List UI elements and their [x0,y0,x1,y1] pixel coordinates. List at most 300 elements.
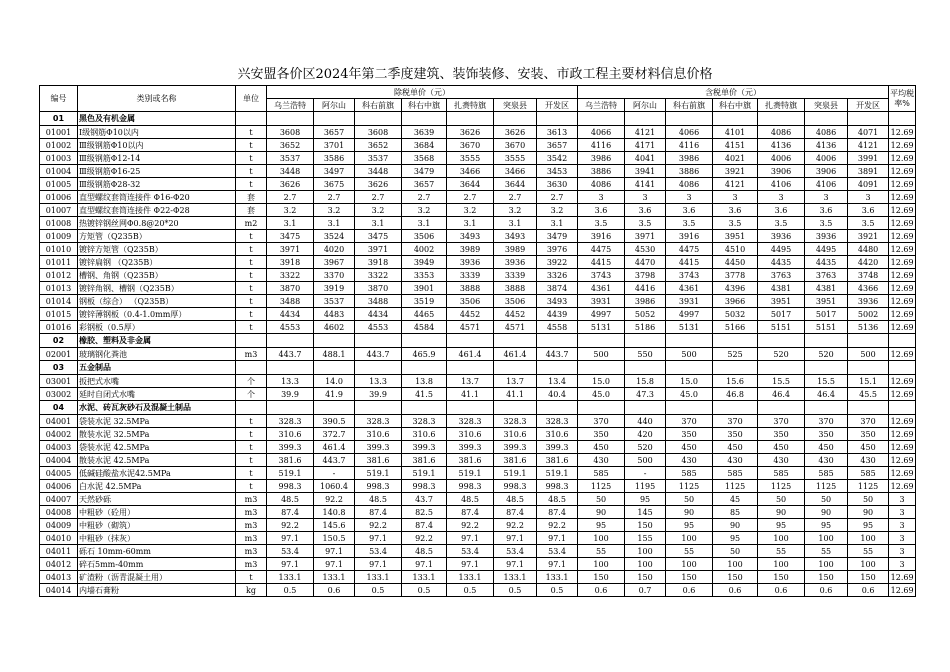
price-cell: 46.8 [713,388,758,401]
price-cell: 95 [578,519,625,532]
price-cell: 3613 [537,126,578,139]
price-cell: 4495 [758,243,805,256]
header-region: 突泉县 [494,99,537,112]
price-cell: 1060.4 [314,480,355,493]
price-cell [625,334,666,348]
item-code: 02001 [40,348,78,361]
price-cell: 310.6 [267,428,314,441]
price-cell: 3966 [713,295,758,308]
price-cell: 45.5 [848,388,889,401]
price-cell: 399.3 [494,441,537,454]
price-cell: 4136 [805,139,848,152]
price-cell: 97.1 [447,558,494,571]
price-cell: 585 [805,467,848,480]
header-region: 阿尔山 [314,99,355,112]
price-cell: 4439 [537,308,578,321]
price-cell: 3657 [537,139,578,152]
price-cell [537,112,578,126]
price-cell: 5151 [805,321,848,334]
price-cell: 350 [805,428,848,441]
price-cell: 3.6 [666,204,713,217]
price-cell: 5131 [666,321,713,334]
price-cell: 310.6 [537,428,578,441]
price-cell: 3921 [713,165,758,178]
tax-rate-cell: 12.69 [889,269,916,282]
price-cell: 55 [578,545,625,558]
price-cell: 4435 [805,256,848,269]
table-row [40,308,916,321]
price-cell: 3 [758,191,805,204]
price-cell: 90 [578,506,625,519]
price-cell: 15.8 [625,375,666,388]
price-cell: 150 [758,571,805,584]
tax-rate-cell: 12.69 [889,295,916,308]
price-cell: 328.3 [355,415,402,428]
price-cell: 3743 [666,269,713,282]
item-code: 01012 [40,269,78,282]
table-row [40,493,916,506]
price-cell: 15.0 [666,375,713,388]
price-cell: 4420 [848,256,889,269]
price-cell: 310.6 [494,428,537,441]
price-cell: 4066 [666,126,713,139]
tax-rate-cell: 12.69 [889,454,916,467]
price-cell [355,361,402,375]
price-cell: 328.3 [402,415,447,428]
header-region: 开发区 [848,99,889,112]
table-row [40,480,916,493]
price-cell [267,401,314,415]
table-row [40,152,916,165]
price-cell: 48.5 [267,493,314,506]
price-cell: 14.0 [314,375,355,388]
item-code: 01 [40,112,78,126]
price-cell: 399.3 [447,441,494,454]
price-cell: 3 [713,191,758,204]
price-cell: 53.4 [267,545,314,558]
item-name: 散装水泥 42.5MPa [78,454,236,467]
price-cell: 90 [713,519,758,532]
item-name: 彩钢板（0.5厚） [78,321,236,334]
price-cell [355,401,402,415]
tax-rate-cell: 12.69 [889,191,916,204]
price-cell: 97.1 [314,558,355,571]
price-cell [713,401,758,415]
item-unit: t [236,308,267,321]
price-cell: 3.6 [578,204,625,217]
price-cell: 3555 [494,152,537,165]
price-cell: 3644 [447,178,494,191]
price-cell: 430 [848,454,889,467]
price-cell: 3.6 [713,204,758,217]
price-cell: 3986 [625,295,666,308]
price-cell [314,334,355,348]
item-unit: m3 [236,558,267,571]
price-cell: 4121 [713,178,758,191]
price-cell: 4086 [805,126,848,139]
price-cell: 3466 [494,165,537,178]
category-name: 五金制品 [78,361,236,375]
item-unit: t [236,441,267,454]
price-cell: 585 [758,467,805,480]
price-cell: 100 [625,545,666,558]
price-cell: 998.3 [494,480,537,493]
price-cell: 443.7 [314,454,355,467]
price-cell [314,361,355,375]
price-cell: 92.2 [267,519,314,532]
price-cell: 370 [578,415,625,428]
price-cell: 15.1 [848,375,889,388]
price-cell: 133.1 [314,571,355,584]
price-cell: 370 [713,415,758,428]
price-cell: 3891 [848,165,889,178]
price-cell: 3488 [267,295,314,308]
price-cell [805,361,848,375]
tax-rate-cell [889,112,916,126]
item-code: 01011 [40,256,78,269]
price-cell: 97.1 [402,558,447,571]
tax-rate-cell: 3 [889,545,916,558]
price-cell: 3322 [267,269,314,282]
item-code: 01007 [40,204,78,217]
price-cell [402,401,447,415]
price-cell: 585 [713,467,758,480]
price-cell: 3763 [758,269,805,282]
price-cell: 3.5 [848,217,889,230]
price-cell: 461.4 [447,348,494,361]
price-cell: 3.5 [625,217,666,230]
item-name: 镀锌薄钢板（0.4-1.0mm厚） [78,308,236,321]
item-code: 03002 [40,388,78,401]
price-cell: 381.6 [447,454,494,467]
item-unit: t [236,243,267,256]
price-cell: 3608 [355,126,402,139]
table-row [40,243,916,256]
price-cell: 90 [666,506,713,519]
price-cell: 3748 [848,269,889,282]
price-cell [666,334,713,348]
price-cell: 0.6 [666,584,713,597]
price-cell: 430 [666,454,713,467]
price-cell: 998.3 [537,480,578,493]
item-unit: m3 [236,519,267,532]
price-cell: 3626 [267,178,314,191]
price-cell: 465.9 [402,348,447,361]
price-cell: 443.7 [537,348,578,361]
price-cell: 95 [848,519,889,532]
price-cell: 95 [666,519,713,532]
item-unit: kg [236,584,267,597]
item-name: 砾石 10mm-60mm [78,545,236,558]
header-region: 扎赉特旗 [758,99,805,112]
price-cell: 133.1 [402,571,447,584]
item-name: 碎石5mm-40mm [78,558,236,571]
price-cell: 100 [758,558,805,571]
price-cell: 370 [666,415,713,428]
item-unit: m2 [236,217,267,230]
price-cell: 3870 [267,282,314,295]
price-cell [402,112,447,126]
table-row [40,454,916,467]
item-code: 03001 [40,375,78,388]
price-cell: 4558 [537,321,578,334]
table-row [40,269,916,282]
item-code: 04006 [40,480,78,493]
table-row [40,375,916,388]
price-cell: 97.1 [537,532,578,545]
tax-rate-cell [889,361,916,375]
tax-rate-cell: 12.69 [889,467,916,480]
item-unit: t [236,230,267,243]
price-cell: 4602 [314,321,355,334]
price-cell: 3537 [267,152,314,165]
price-cell: 0.5 [447,584,494,597]
item-unit: m3 [236,532,267,545]
price-cell: 3670 [447,139,494,152]
price-cell: 95 [805,519,848,532]
price-cell: 13.3 [355,375,402,388]
item-unit: t [236,467,267,480]
table-row [40,139,916,152]
item-name: 热镀锌钢丝网Φ0.8@20*20 [78,217,236,230]
price-cell: 3886 [666,165,713,178]
price-cell: 50 [578,493,625,506]
header-region: 开发区 [537,99,578,112]
tax-rate-cell: 12.69 [889,584,916,597]
price-cell: 150 [625,519,666,532]
item-name: Ⅲ级钢筋Φ28-32 [78,178,236,191]
price-cell: 92.2 [402,532,447,545]
item-name: 散装水泥 32.5MPa [78,428,236,441]
header-region: 阿尔山 [625,99,666,112]
price-cell: 150 [713,571,758,584]
price-cell: 3901 [402,282,447,295]
price-cell: 55 [848,545,889,558]
table-row [40,584,916,597]
price-cell: 3991 [848,152,889,165]
price-cell: 3918 [267,256,314,269]
tax-rate-cell: 12.69 [889,388,916,401]
price-cell: 4434 [267,308,314,321]
price-cell [758,334,805,348]
price-table [39,85,916,597]
price-cell: 87.4 [402,519,447,532]
price-cell: 4086 [758,126,805,139]
item-name: 玻璃钢化粪池 [78,348,236,361]
item-code: 04001 [40,415,78,428]
table-row [40,282,916,295]
price-cell: 310.6 [447,428,494,441]
price-cell: 3936 [805,230,848,243]
price-cell: 100 [625,558,666,571]
price-cell: 39.9 [267,388,314,401]
price-cell [758,112,805,126]
price-cell: 461.4 [494,348,537,361]
price-cell: 4116 [666,139,713,152]
price-cell: 3936 [494,256,537,269]
table-row [40,467,916,480]
price-cell: 92.2 [447,519,494,532]
price-cell: 3.6 [625,204,666,217]
price-cell: 2.7 [402,191,447,204]
price-cell: 92.2 [537,519,578,532]
category-name: 水泥、砖瓦灰砂石及混凝土制品 [78,401,236,415]
item-name: 延时自闭式水嘴 [78,388,236,401]
price-cell: 3919 [314,282,355,295]
price-cell: 5151 [758,321,805,334]
price-cell: 3.5 [578,217,625,230]
item-code: 02 [40,334,78,348]
price-cell: 3989 [494,243,537,256]
price-cell: 3497 [314,165,355,178]
item-code: 01001 [40,126,78,139]
header-region: 扎赉特旗 [447,99,494,112]
price-cell: 3931 [666,295,713,308]
price-cell: 85 [713,506,758,519]
price-cell: 3778 [713,269,758,282]
price-cell: 0.5 [402,584,447,597]
price-cell: 4997 [578,308,625,321]
price-cell: 3.2 [447,204,494,217]
price-cell [625,112,666,126]
price-cell [578,334,625,348]
price-cell: 4381 [805,282,848,295]
price-cell: 4086 [666,178,713,191]
price-cell: 1125 [666,480,713,493]
price-cell: 97.1 [494,532,537,545]
price-cell: 998.3 [267,480,314,493]
tax-rate-cell: 12.69 [889,126,916,139]
price-cell: 4571 [494,321,537,334]
price-cell: 3986 [666,152,713,165]
price-cell: 520 [805,348,848,361]
price-cell: 87.4 [537,506,578,519]
price-cell: 3675 [314,178,355,191]
table-row [40,230,916,243]
price-cell: 13.4 [537,375,578,388]
price-cell: 3542 [537,152,578,165]
tax-rate-cell: 3 [889,493,916,506]
item-unit [236,361,267,375]
item-unit: t [236,126,267,139]
item-name: 方矩管（Q235B） [78,230,236,243]
price-cell: 50 [805,493,848,506]
price-cell: 5166 [713,321,758,334]
price-cell: 3.5 [805,217,848,230]
price-cell: 0.6 [805,584,848,597]
price-cell: 4002 [402,243,447,256]
price-cell: 519.1 [447,467,494,480]
price-cell: 3652 [355,139,402,152]
price-cell: 350 [848,428,889,441]
price-cell: 48.5 [494,493,537,506]
price-cell: 0.5 [267,584,314,597]
price-cell: 443.7 [267,348,314,361]
price-cell: 4141 [625,178,666,191]
price-cell: 4553 [355,321,402,334]
price-cell: 500 [666,348,713,361]
price-cell: 95 [758,519,805,532]
item-unit: t [236,178,267,191]
price-cell: 100 [713,558,758,571]
price-cell [805,334,848,348]
price-cell: 3.1 [402,217,447,230]
price-cell [625,401,666,415]
price-cell: 520 [758,348,805,361]
price-cell: 90 [805,506,848,519]
price-cell: 328.3 [447,415,494,428]
tax-rate-cell: 12.69 [889,571,916,584]
price-cell: 3888 [494,282,537,295]
tax-rate-cell: 12.69 [889,441,916,454]
price-cell: 519.1 [267,467,314,480]
price-cell: 350 [758,428,805,441]
price-cell: 3941 [625,165,666,178]
price-cell: 133.1 [537,571,578,584]
price-cell: 3906 [758,165,805,178]
price-cell: 133.1 [447,571,494,584]
price-cell [848,401,889,415]
price-cell: 3684 [402,139,447,152]
price-cell: 1125 [713,480,758,493]
price-cell: 133.1 [267,571,314,584]
price-cell: 46.4 [758,388,805,401]
price-cell: 2.7 [314,191,355,204]
price-cell: 3951 [713,230,758,243]
price-cell: 100 [805,532,848,545]
price-cell: 3537 [355,152,402,165]
price-cell: 500 [625,454,666,467]
tax-rate-cell: 12.69 [889,348,916,361]
price-cell [494,401,537,415]
price-cell [848,334,889,348]
price-cell: 372.7 [314,428,355,441]
price-cell: 4530 [625,243,666,256]
item-unit: m3 [236,348,267,361]
price-cell: 5136 [848,321,889,334]
price-cell: 3888 [447,282,494,295]
price-cell: 100 [666,558,713,571]
table-row [40,545,916,558]
price-cell: 3670 [494,139,537,152]
price-cell: 3.2 [355,204,402,217]
price-cell: 399.3 [355,441,402,454]
price-cell: 3916 [578,230,625,243]
price-cell: 43.7 [402,493,447,506]
item-code: 01008 [40,217,78,230]
price-cell [625,361,666,375]
price-cell: 3475 [267,230,314,243]
price-cell: 4475 [666,243,713,256]
price-cell: 450 [713,441,758,454]
price-cell: 4366 [848,282,889,295]
item-name: 扳把式水嘴 [78,375,236,388]
table-row [40,348,916,361]
price-cell [805,112,848,126]
price-cell: 48.5 [402,545,447,558]
price-cell: 4452 [494,308,537,321]
item-unit [236,401,267,415]
price-cell [713,112,758,126]
price-cell: 2.7 [537,191,578,204]
price-cell: 53.4 [537,545,578,558]
price-cell: 520 [625,441,666,454]
price-cell: 519.1 [494,467,537,480]
price-cell: 328.3 [494,415,537,428]
price-cell: 430 [758,454,805,467]
item-unit: 套 [236,204,267,217]
item-unit: m3 [236,506,267,519]
